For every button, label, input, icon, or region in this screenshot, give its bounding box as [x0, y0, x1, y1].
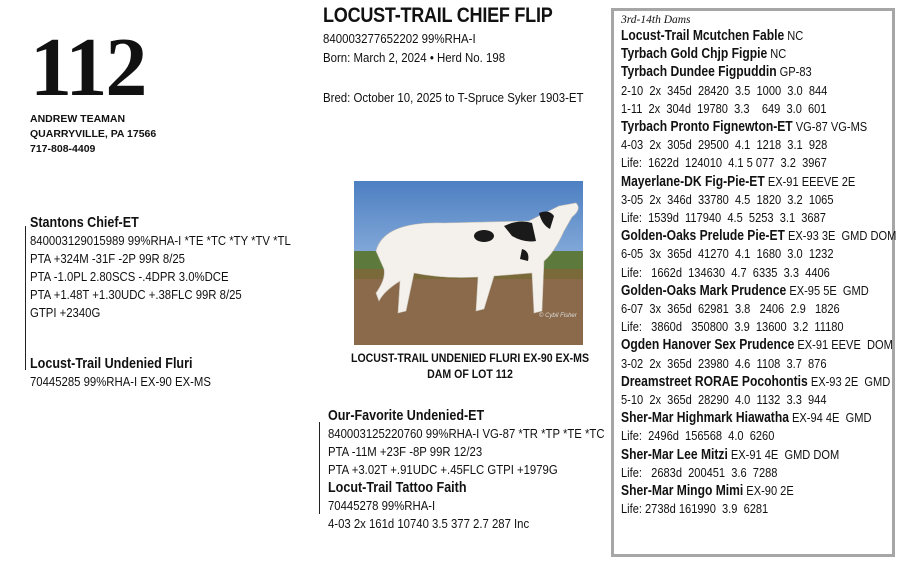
dam-entry-classification: VG-87 VG-MS: [792, 119, 868, 135]
dam-record: [621, 264, 849, 282]
granddam-line: 70445278 99%RHA-I: [328, 498, 436, 513]
dam-entry-classification: NC: [784, 28, 804, 43]
dam-record: [621, 100, 849, 118]
dam-entry-record: Life: 2496d 156568 4.0 6260: [621, 428, 775, 444]
photo-caption-sub: DAM OF LOT 112: [427, 367, 513, 381]
granddam-name: Locut-Trail Tattoo Faith: [328, 480, 467, 496]
dam-record: [621, 391, 849, 409]
dam-entry: [621, 118, 868, 136]
photo-caption-title: LOCUST-TRAIL UNDENIED FLURI EX-90 EX-MS: [350, 351, 590, 365]
sire-block: [30, 214, 291, 322]
dam-entry-record: Life: 3860d 350800 3.9 13600 3.2 11180: [621, 319, 844, 335]
dam-entry-record: 5-10 2x 365d 28290 4.0 1132 3.3 944: [621, 392, 827, 408]
dam-entry: [621, 373, 891, 391]
dam-entry-name: Sher-Mar Mingo Mimi: [621, 483, 744, 500]
dam-entry-record: 6-07 3x 365d 62981 3.8 2406 2.9 1826: [621, 301, 840, 317]
dam-entry-record: Life: 2738d 161990 3.9 6281: [621, 501, 769, 517]
dam-record: [621, 154, 849, 172]
dam-entry-classification: EX-91 4E GMD DOM: [727, 446, 840, 462]
consignor-phone: 717-808-4409: [30, 143, 96, 155]
dam-entry-name: Tyrbach Dundee Figpuddin: [621, 64, 777, 81]
dams-header: 3rd-14th Dams: [621, 14, 691, 26]
dam-record: [621, 191, 849, 209]
granddam-line: 4-03 2x 161d 10740 3.5 377 2.7 287 Inc: [328, 516, 530, 531]
sire-line: 840003129015989 99%RHA-I *TE *TC *TY *TV *TL: [30, 233, 291, 248]
dam-entry-classification: GP-83: [776, 64, 812, 80]
dam-entry-name: Mayerlane-DK Fig-Pie-ET: [621, 173, 765, 190]
dam-name: Locust-Trail Undenied Fluri: [30, 356, 193, 372]
dam-entry: [621, 409, 872, 427]
dam-entry-name: Dreamstreet RORAE Pocohontis: [621, 373, 808, 390]
dam-entry-name: Golden-Oaks Prelude Pie-ET: [621, 228, 785, 245]
dams-box: [611, 8, 895, 557]
dam-entry-record: 3-02 2x 365d 23980 4.6 1108 3.7 876: [621, 355, 827, 371]
consignor-location: QUARRYVILLE, PA 17566: [30, 128, 157, 140]
dam-entry-classification: EX-91 EEVE DOM: [794, 337, 893, 353]
dam-entry: [621, 27, 849, 45]
dam-record: [621, 300, 849, 318]
dam-entry-record: Life: 1622d 124010 4.1 5 077 3.2 3967: [621, 155, 827, 171]
sire-line: GTPI +2340G: [30, 305, 101, 320]
dam-entry-record: 3-05 2x 346d 33780 4.5 1820 3.2 1065: [621, 191, 834, 207]
dam-entry: [621, 45, 849, 63]
dam-record: [621, 82, 849, 100]
dam-entry-classification: NC: [767, 46, 787, 62]
dam-entry: [621, 446, 849, 464]
dam-record: [621, 355, 849, 373]
dam-entry: [621, 63, 849, 81]
dams-list: [621, 27, 897, 518]
photo-watermark: © Cybil Fisher: [539, 313, 577, 319]
dam-entry: [621, 282, 869, 300]
lot-number: 112: [30, 21, 146, 114]
dam-record: [621, 245, 849, 263]
dam-entry: [621, 482, 849, 500]
dam-entry-record: 1-11 2x 304d 19780 3.3 649 3.0 601: [621, 100, 827, 116]
dam-record: [621, 500, 849, 518]
dam-entry-classification: EX-93 2E GMD: [807, 373, 891, 389]
dam-entry-name: Sher-Mar Lee Mitzi: [621, 446, 728, 463]
sire-line: PTA +324M -31F -2P 99R 8/25: [30, 251, 185, 266]
dam-entry-classification: EX-93 3E GMD DOM: [784, 228, 897, 244]
dam-entry-name: Ogden Hanover Sex Prudence: [621, 337, 795, 354]
mgs-line: 840003125220760 99%RHA-I VG-87 *TR *TP *TE *TC: [328, 426, 605, 441]
dam-entry-record: 2-10 2x 345d 28420 3.5 1000 3.0 844: [621, 82, 828, 98]
dam-entry-record: 4-03 2x 305d 29500 4.1 1218 3.1 928: [621, 137, 828, 153]
dam-record: [621, 464, 849, 482]
dam-entry: [621, 336, 893, 354]
mgs-line: PTA -11M +23F -8P 99R 12/23: [328, 444, 483, 459]
sire-bracket: [25, 226, 26, 370]
animal-id: 840003277652202 99%RHA-I: [323, 31, 476, 46]
sire-line: PTA +1.48T +1.30UDC +.38FLC 99R 8/25: [30, 287, 242, 302]
dam-line: 70445285 99%RHA-I EX-90 EX-MS: [30, 374, 211, 389]
sire-name: Stantons Chief-ET: [30, 215, 139, 231]
dam-entry-name: Sher-Mar Highmark Hiawatha: [621, 410, 789, 427]
dam-entry-classification: EX-94 4E GMD: [788, 410, 872, 426]
consignor-info: [30, 112, 156, 157]
mgs-name: Our-Favorite Undenied-ET: [328, 408, 485, 424]
dam-entry: [621, 173, 856, 191]
consignor-name: ANDREW TEAMAN: [30, 113, 126, 125]
animal-born: Born: March 2, 2024 • Herd No. 198: [323, 50, 506, 65]
dam-entry-record: Life: 1539d 117940 4.5 5253 3.1 3687: [621, 210, 826, 226]
dam-entry-record: 6-05 3x 365d 41270 4.1 1680 3.0 1232: [621, 246, 834, 262]
dam-record: [621, 318, 849, 336]
dam-record: [621, 427, 849, 445]
dam-entry-name: Locust-Trail Mcutchen Fable: [621, 28, 785, 44]
dam-entry-record: Life: 1662d 134630 4.7 6335 3.3 4406: [621, 264, 830, 280]
dam-entry-name: Tyrbach Gold Chjp Figpie: [621, 46, 768, 63]
dam-entry-classification: EX-90 2E: [743, 483, 794, 499]
sire-line: PTA -1.0PL 2.80SCS -.4DPR 3.0%DCE: [30, 269, 229, 284]
dam-block: [30, 355, 211, 391]
animal-name: LOCUST-TRAIL CHIEF FLIP: [323, 4, 553, 27]
dam-entry-classification: EX-95 5E GMD: [786, 282, 869, 298]
dam-entry-name: Tyrbach Pronto Fignewton-ET: [621, 119, 793, 136]
dam-record: [621, 136, 849, 154]
mgs-bracket: [319, 422, 320, 514]
dam-photo: [354, 181, 583, 345]
photo-caption: [325, 350, 615, 382]
dam-entry-classification: EX-91 EEEVE 2E: [764, 173, 856, 189]
dam-record: [621, 209, 849, 227]
dam-entry-name: Golden-Oaks Mark Prudence: [621, 282, 787, 299]
mgs-line: PTA +3.02T +.91UDC +.45FLC GTPI +1979G: [328, 462, 558, 477]
mgs-block: [328, 407, 605, 533]
dam-entry: [621, 227, 897, 245]
animal-bred: Bred: October 10, 2025 to T-Spruce Syker 1903-ET: [323, 90, 584, 105]
dam-entry-record: Life: 2683d 200451 3.6 7288: [621, 464, 778, 480]
